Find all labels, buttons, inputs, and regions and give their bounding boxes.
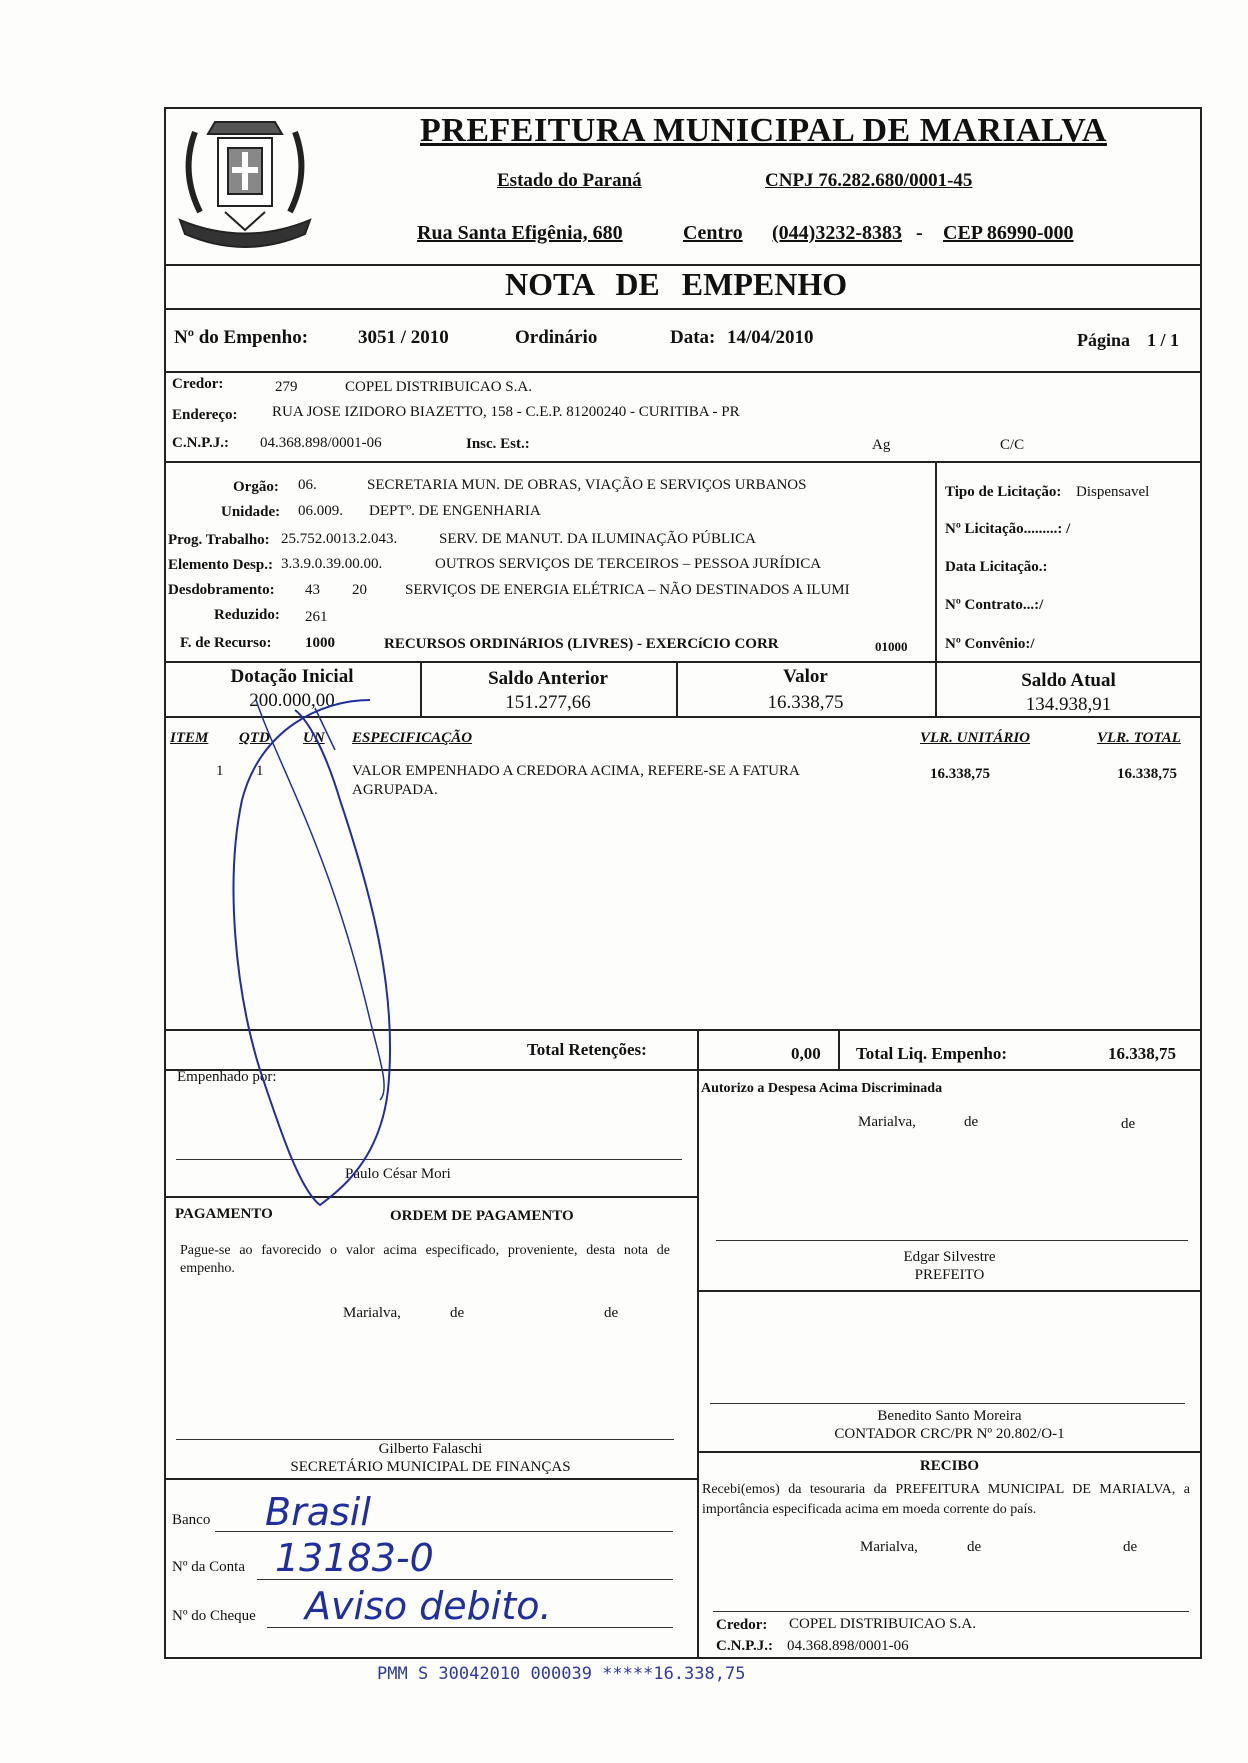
reduzido-label: Reduzido: [214, 607, 280, 623]
unidade-desc: DEPTº. DE ENGENHARIA [369, 503, 541, 519]
recurso-desc: RECURSOS ORDINáRIOS (LIVRES) - EXERCíCIO CORR [384, 636, 779, 652]
date-label: Data: [670, 327, 716, 348]
de-2a: de [450, 1305, 465, 1321]
saldo-anterior-label: Saldo Anterior [488, 668, 608, 689]
pagamento-label: PAGAMENTO [175, 1206, 273, 1222]
creditor-address: RUA JOSE IZIDORO BIAZETTO, 158 - C.E.P. 81200240 - CURITIBA - PR [272, 404, 740, 420]
row-spec-line1: VALOR EMPENHADO A CREDORA ACIMA, REFERE-SE A FATURA [352, 763, 800, 779]
recurso-code: 1000 [305, 635, 335, 651]
address-label: Endereço: [172, 407, 238, 423]
banco-handwritten: Brasil [265, 1490, 371, 1534]
ag-label: Ag [872, 437, 891, 453]
col-qtd-header: QTD [239, 730, 270, 746]
date-value: 14/04/2010 [727, 327, 814, 348]
banco-label: Banco [172, 1512, 211, 1528]
ordem-label: ORDEM DE PAGAMENTO [390, 1208, 574, 1224]
de-1b: de [1121, 1116, 1136, 1132]
conta-handwritten: 13183-0 [275, 1536, 434, 1580]
orgao-desc: SECRETARIA MUN. DE OBRAS, VIAÇÃO E SERVIÇOS URBANOS [367, 477, 807, 493]
recibo-title: RECIBO [919, 1458, 980, 1474]
elem-label: Elemento Desp.: [168, 557, 273, 573]
empenho-number: 3051 / 2010 [358, 327, 449, 348]
prefeito-title: PREFEITO [914, 1267, 985, 1283]
prefeito-name: Edgar Silvestre [903, 1249, 996, 1265]
header-cep: CEP 86990-000 [943, 222, 1074, 244]
cheque-label: Nº do Cheque [172, 1608, 256, 1624]
divider [697, 1029, 699, 1071]
de-2b: de [604, 1305, 619, 1321]
saldo-atual-label: Saldo Atual [1021, 670, 1116, 691]
empenhado-label: Empenhado por: [177, 1069, 277, 1085]
recurso-label: F. de Recurso: [180, 635, 272, 651]
divider [164, 371, 1202, 373]
header-cnpj: CNPJ 76.282.680/0001-45 [765, 170, 973, 191]
payment-text: Pague-se ao favorecido o valor acima especificado, proveniente, desta nota de empenho. [180, 1243, 670, 1276]
desd-code1: 43 [305, 582, 320, 598]
prog-label: Prog. Trabalho: [168, 532, 270, 548]
retention-value: 0,00 [791, 1044, 821, 1063]
desd-label: Desdobramento: [168, 582, 275, 598]
divider [697, 1290, 1202, 1292]
city-3: Marialva, [860, 1539, 918, 1555]
signature-line [176, 1439, 674, 1440]
header-dash: - [916, 222, 923, 244]
cnpj-label: C.N.P.J.: [172, 435, 229, 451]
de-3b: de [1123, 1539, 1138, 1555]
prog-desc: SERV. DE MANUT. DA ILUMINAÇÃO PÚBLICA [439, 531, 757, 547]
signature-line [710, 1403, 1185, 1404]
header-state: Estado do Paraná [497, 170, 642, 191]
col-spec-header: ESPECIFICAÇÃO [352, 730, 473, 746]
orgao-label: Orgão: [233, 479, 279, 495]
secretario-name: Gilberto Falaschi [378, 1441, 483, 1457]
recibo-credor-value: COPEL DISTRIBUICAO S.A. [789, 1616, 976, 1632]
liquid-value: 16.338,75 [1108, 1044, 1176, 1063]
unidade-label: Unidade: [221, 504, 281, 520]
col-unit-header: VLR. UNITÁRIO [920, 730, 1031, 746]
recibo-text: Recebi(emos) da tesouraria da PREFEITURA MUNICIPAL DE MARIALVA, a importância especificada acima em moeda corrente do país. [702, 1482, 1190, 1517]
saldo-anterior-value: 151.277,66 [505, 692, 591, 713]
city-1: Marialva, [858, 1114, 916, 1130]
saldo-atual-value: 134.938,91 [1025, 694, 1112, 715]
recibo-credor-label: Credor: [716, 1617, 768, 1633]
licitacao-number-label: Nº Licitação.........: / [945, 521, 1071, 537]
page-label: Página [1077, 330, 1131, 350]
desd-desc: SERVIÇOS DE ENERGIA ELÉTRICA – NÃO DESTINADOS A ILUMI [405, 582, 850, 598]
valor-label: Valor [783, 666, 828, 687]
reduzido-value: 261 [305, 609, 328, 625]
liquid-label: Total Liq. Empenho: [856, 1044, 1007, 1063]
col-total-header: VLR. TOTAL [1097, 730, 1181, 746]
desd-code2: 20 [352, 582, 367, 598]
header-address: Rua Santa Efigênia, 680 [417, 222, 623, 244]
recibo-cnpj-label: C.N.P.J.: [716, 1638, 773, 1654]
valor-value: 16.338,75 [767, 692, 844, 713]
creditor-name: COPEL DISTRIBUICAO S.A. [345, 379, 532, 395]
creditor-label: Credor: [172, 376, 224, 392]
de-3a: de [967, 1539, 982, 1555]
signature-line [716, 1240, 1188, 1241]
licitacao-type-label: Tipo de Licitação: [945, 484, 1062, 500]
signature-line [713, 1611, 1189, 1612]
col-un-header: UN [303, 730, 325, 746]
divider [697, 1069, 699, 1659]
contrato-label: Nº Contrato...:/ [945, 597, 1044, 613]
unidade-code: 06.009. [298, 503, 343, 519]
dotacao-value: 200.000,00 [249, 690, 335, 711]
insc-label: Insc. Est.: [466, 436, 530, 452]
retention-label: Total Retenções: [527, 1040, 647, 1059]
col-item-header: ITEM [170, 730, 209, 746]
secretario-title: SECRETÁRIO MUNICIPAL DE FINANÇAS [290, 1459, 571, 1475]
divider [164, 661, 1202, 663]
de-1a: de [964, 1114, 979, 1130]
contador-name: Benedito Santo Moreira [877, 1408, 1022, 1424]
recibo-cnpj-value: 04.368.898/0001-06 [787, 1638, 909, 1654]
convenio-label: Nº Convênio:/ [945, 636, 1035, 652]
ink-signature-loop [220, 690, 440, 1210]
row-spec-line2: AGRUPADA. [352, 782, 438, 798]
empenhado-name: Paulo César Mori [345, 1166, 451, 1182]
dotacao-label: Dotação Inicial [230, 666, 354, 687]
page-value: 1 / 1 [1147, 330, 1180, 350]
row-unit: 16.338,75 [930, 766, 990, 782]
elem-desc: OUTROS SERVIÇOS DE TERCEIROS – PESSOA JURÍDICA [435, 556, 822, 572]
orgao-code: 06. [298, 477, 317, 493]
licitacao-type-value: Dispensavel [1076, 484, 1150, 500]
prog-code: 25.752.0013.2.043. [281, 531, 398, 547]
divider [164, 461, 1202, 463]
row-item: 1 [216, 763, 224, 779]
footer-stamp: PMM S 30042010 000039 *****16.338,75 [377, 1664, 746, 1684]
contador-title: CONTADOR CRC/PR Nº 20.802/O-1 [834, 1426, 1065, 1442]
header-phone: (044)3232-8383 [772, 222, 902, 244]
elem-code: 3.3.9.0.39.00.00. [281, 556, 383, 572]
row-qtd: 1 [256, 763, 264, 779]
divider [164, 1478, 697, 1480]
document-title: NOTA DE EMPENHO [505, 266, 848, 302]
creditor-cnpj: 04.368.898/0001-06 [260, 435, 382, 451]
divider [697, 1451, 1202, 1453]
cheque-handwritten: Aviso debito. [305, 1584, 552, 1628]
empenho-label: Nº do Empenho: [174, 327, 309, 348]
empenho-type: Ordinário [515, 327, 598, 348]
divider [164, 308, 1202, 310]
city-2: Marialva, [343, 1305, 401, 1321]
cc-label: C/C [1000, 437, 1025, 453]
licitacao-date-label: Data Licitação.: [945, 559, 1048, 575]
divider [838, 1029, 840, 1071]
header-district: Centro [683, 222, 743, 244]
recurso-num: 01000 [875, 639, 908, 654]
conta-label: Nº da Conta [172, 1559, 245, 1575]
coat-of-arms-icon [170, 112, 320, 260]
row-total: 16.338,75 [1117, 766, 1177, 782]
divider [935, 461, 937, 663]
creditor-code: 279 [275, 379, 298, 395]
autorizo-text: Autorizo a Despesa Acima Discriminada [701, 1081, 943, 1096]
header-title: PREFEITURA MUNICIPAL DE MARIALVA [420, 112, 1107, 149]
